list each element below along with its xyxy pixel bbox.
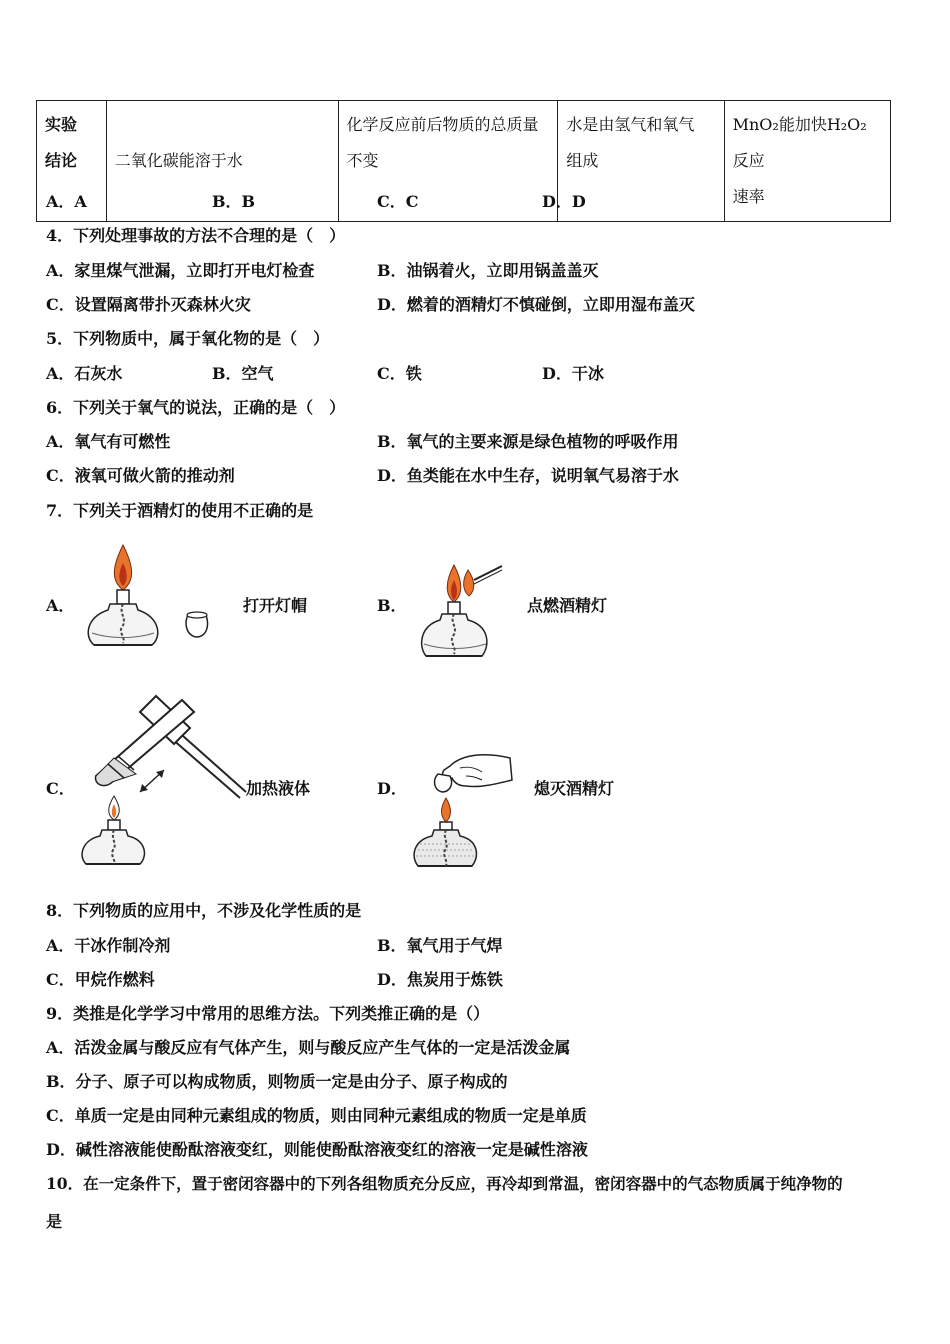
q8-option-d: D．焦炭用于炼铁 [377,970,503,989]
q8-option-b: B．氧气用于气焊 [377,936,503,955]
conclusion-table [36,100,891,222]
q6-option-b: B．氧气的主要来源是绿色植物的呼吸作用 [377,432,679,451]
alcohol-lamp-extinguish-icon [410,750,520,872]
q9-option-c: C．单质一定是由同种元素组成的物质，则由同种元素组成的物质一定是单质 [46,1106,587,1125]
q5-option-a: A．石灰水 [46,364,123,383]
q9-option-d: D．碱性溶液能使酚酞溶液变红，则能使酚酞溶液变红的溶液一定是碱性溶液 [46,1140,588,1159]
q3-option-c: C．C [377,192,419,211]
q6-option-d: D．鱼类能在水中生存，说明氧气易溶于水 [377,466,679,485]
table-cell-d: MnO₂能加快H₂O₂反应 速率 [724,101,890,222]
table-cell-c: 水是由氢气和氧气 组成 [558,101,724,222]
q5-option-d: D．干冰 [542,364,604,383]
q6-stem: 6．下列关于氧气的说法，正确的是（ ） [46,398,346,417]
alcohol-lamp-open-cap-icon [80,535,240,655]
q5-stem: 5．下列物质中，属于氧化物的是（ ） [46,329,330,348]
q7-option-b-letter: B． [377,596,407,615]
q7-option-c-caption: 加热液体 [246,779,311,798]
q3-option-a: A．A [46,192,87,211]
q7-option-a-letter: A． [46,596,75,615]
q4-option-a: A．家里煤气泄漏，立即打开电灯检查 [46,261,315,280]
q7-option-a-caption: 打开灯帽 [243,596,308,615]
q7-option-d-caption: 熄灭酒精灯 [534,779,615,798]
q10-stem-line2: 是 [46,1212,63,1231]
table-cell-b: 化学反应前后物质的总质量 不变 [338,101,558,222]
q10-stem-line1: 10．在一定条件下，置于密闭容器中的下列各组物质充分反应，再冷却到常温，密闭容器中的气态物质属于纯净物的 [46,1174,843,1193]
q7-option-b-caption: 点燃酒精灯 [527,596,608,615]
table-row-header: 实验 结论 [37,101,107,222]
q4-option-d: D．燃着的酒精灯不慎碰倒，立即用湿布盖灭 [377,295,695,314]
q7-stem: 7．下列关于酒精灯的使用不正确的是 [46,501,314,520]
q4-option-b: B．油锅着火，立即用锅盖盖灭 [377,261,599,280]
q9-stem: 9．类推是化学学习中常用的思维方法。下列类推正确的是（） [46,1004,490,1023]
alcohol-lamp-lighting-icon [418,560,518,665]
q5-option-b: B．空气 [212,364,274,383]
q3-option-b: B．B [212,192,256,211]
q8-option-c: C．甲烷作燃料 [46,970,155,989]
q6-option-a: A．氧气有可燃性 [46,432,171,451]
q9-option-b: B．分子、原子可以构成物质，则物质一定是由分子、原子构成的 [46,1072,508,1091]
q5-option-c: C．铁 [377,364,422,383]
q4-option-c: C．设置隔离带扑灭森林火灾 [46,295,251,314]
table-cell-a: 二氧化碳能溶于水 [106,101,338,222]
test-tube-heating-icon [78,688,253,868]
q8-option-a: A．干冰作制冷剂 [46,936,171,955]
q7-option-c-letter: C． [46,779,75,798]
q7-option-d-letter: D． [377,779,407,798]
q4-stem: 4．下列处理事故的方法不合理的是（ ） [46,226,346,245]
q8-stem: 8．下列物质的应用中，不涉及化学性质的是 [46,901,362,920]
q9-option-a: A．活泼金属与酸反应有气体产生，则与酸反应产生气体的一定是活泼金属 [46,1038,571,1057]
q3-option-d: D．D [542,192,586,211]
q6-option-c: C．液氧可做火箭的推动剂 [46,466,235,485]
